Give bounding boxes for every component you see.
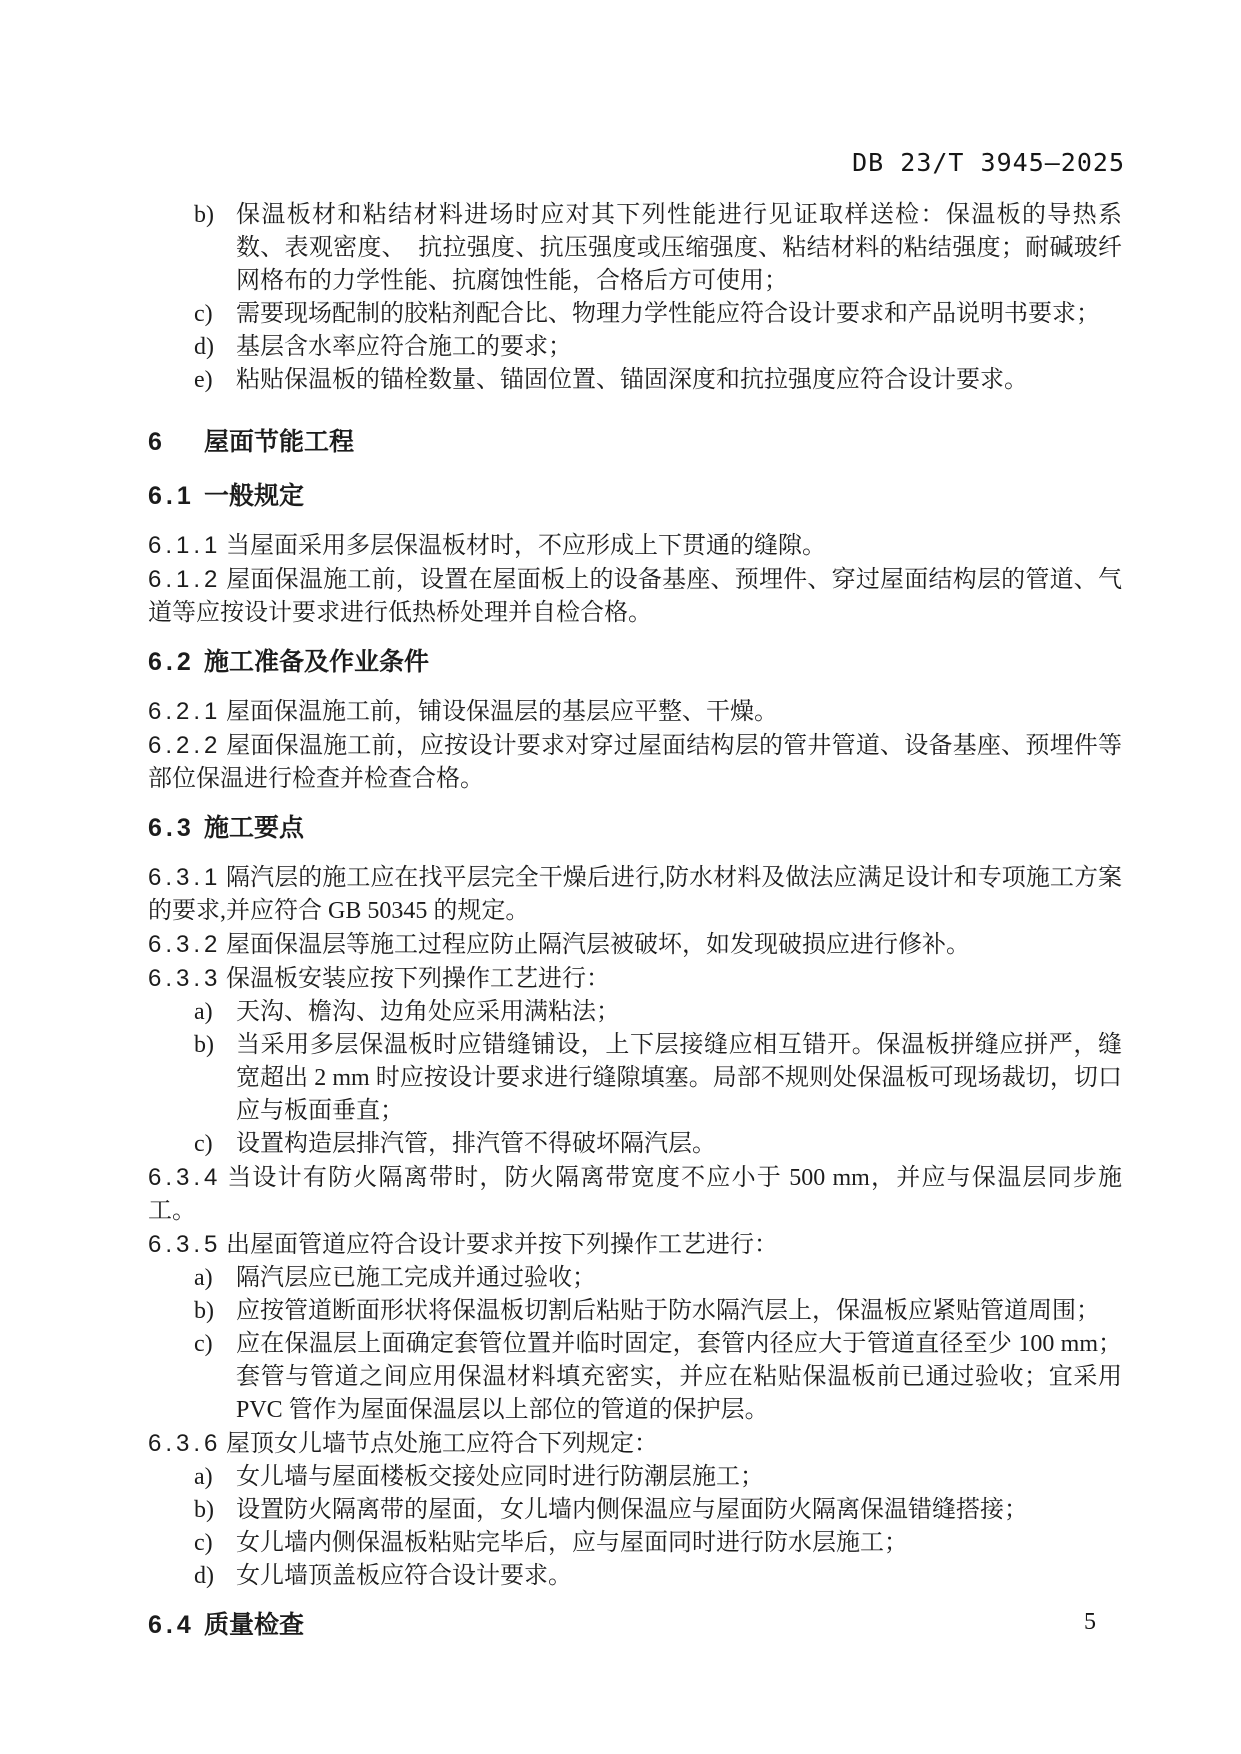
clause: [148, 861, 1122, 928]
clause-number: 6.3.5: [148, 1231, 222, 1258]
section-number: 6.2: [148, 648, 195, 676]
list-item-text: 天沟、檐沟、边角处应采用满粘法；: [236, 999, 620, 1025]
clause-number: 6.1.1: [148, 532, 222, 559]
list-item-text: 保温板材和粘结材料进场时应对其下列性能进行见证取样送检：保温板的导热系数、表观密度、 抗拉强度、抗压强度或压缩强度、粘结材料的粘结强度；耐碱玻纤网格布的力学性能、抗腐蚀性能，合格后方可使用；: [236, 202, 1122, 294]
list-item-text: 应在保温层上面确定套管位置并临时固定，套管内径应大于管道直径至少 100 mm；套管与管道之间应用保温材料填充密实，并应在粘贴保温板前已通过验收；宜采用 PVC 管作为屋面保温层以上部位的管道的保护层。: [236, 1331, 1122, 1423]
section-heading: [148, 1609, 1122, 1642]
page-number: 5: [1084, 1609, 1096, 1635]
section-title: 施工要点: [204, 814, 305, 842]
clause-number: 6.1.2: [148, 566, 222, 593]
list-item: [148, 1328, 1122, 1427]
list-item: [148, 1262, 1122, 1295]
list-item-label: c): [194, 1131, 213, 1157]
list-item-label: b): [194, 202, 214, 228]
list-item: [148, 1494, 1122, 1527]
section-6-4: [148, 1609, 1122, 1642]
clause-text: 当设计有防火隔离带时，防火隔离带宽度不应小于 500 mm，并应与保温层同步施工。: [148, 1165, 1122, 1224]
list-item-text: 女儿墙顶盖板应符合设计要求。: [236, 1563, 572, 1589]
list-item-label: c): [194, 1530, 213, 1556]
section-6-3: [148, 812, 1122, 1593]
clause: [148, 695, 1122, 729]
clause-text: 隔汽层的施工应在找平层完全干燥后进行,防水材料及做法应满足设计和专项施工方案的要求,并应符合 GB 50345 的规定。: [148, 865, 1122, 924]
list-item: [148, 364, 1122, 397]
list-item-text: 粘贴保温板的锚栓数量、锚固位置、锚固深度和抗拉强度应符合设计要求。: [236, 367, 1028, 393]
clause: [148, 1228, 1122, 1262]
section-heading: [148, 480, 1122, 513]
list-item: [148, 996, 1122, 1029]
list-item-label: b): [194, 1032, 214, 1058]
clause-text: 保温板安装应按下列操作工艺进行：: [226, 966, 610, 992]
list-item: [148, 199, 1122, 298]
clause: [148, 729, 1122, 796]
section-number: 6.3: [148, 814, 195, 842]
chapter-number: 6: [148, 428, 166, 456]
list-item-text: 当采用多层保温板时应错缝铺设，上下层接缝应相互错开。保温板拼缝应拼严，缝宽超出 2 mm 时应按设计要求进行缝隙填塞。局部不规则处保温板可现场裁切，切口应与板面垂直；: [236, 1032, 1122, 1124]
clause-number: 6.2.1: [148, 698, 222, 725]
list-item-text: 隔汽层应已施工完成并通过验收；: [236, 1265, 596, 1291]
list-item-label: a): [194, 1464, 213, 1490]
list-item: [148, 1128, 1122, 1161]
list-item-label: c): [194, 1331, 213, 1357]
clause: [148, 1161, 1122, 1228]
clause-number: 6.3.1: [148, 864, 222, 891]
list-item-text: 女儿墙与屋面楼板交接处应同时进行防潮层施工；: [236, 1464, 764, 1490]
clause-text: 屋面保温施工前，铺设保温层的基层应平整、干燥。: [226, 699, 778, 725]
section-6-2: [148, 646, 1122, 796]
clause-text: 出屋面管道应符合设计要求并按下列操作工艺进行：: [226, 1232, 778, 1258]
section-heading: [148, 646, 1122, 679]
clause: [148, 928, 1122, 962]
chapter-heading: [148, 426, 1122, 459]
list-item: [148, 1461, 1122, 1494]
section-heading: [148, 812, 1122, 845]
list-item-label: c): [194, 301, 213, 327]
clause: [148, 962, 1122, 996]
list-item-label: b): [194, 1298, 214, 1324]
clause-text: 当屋面采用多层保温板材时，不应形成上下贯通的缝隙。: [226, 533, 826, 559]
section-title: 质量检查: [204, 1611, 305, 1639]
list-item: [148, 331, 1122, 364]
list-item-label: e): [194, 367, 213, 393]
list-item-label: d): [194, 1563, 214, 1589]
clause: [148, 1427, 1122, 1461]
clause: [148, 529, 1122, 563]
list-item-label: a): [194, 1265, 213, 1291]
section-6-1: [148, 480, 1122, 630]
list-item-text: 设置构造层排汽管，排汽管不得破坏隔汽层。: [236, 1131, 716, 1157]
section-title: 一般规定: [204, 482, 305, 510]
list-item-text: 应按管道断面形状将保温板切割后粘贴于防水隔汽层上，保温板应紧贴管道周围；: [236, 1298, 1100, 1324]
list-item: [148, 298, 1122, 331]
chapter-title: 屋面节能工程: [204, 428, 355, 456]
list-item-text: 基层含水率应符合施工的要求；: [236, 334, 572, 360]
clause-text: 屋面保温层等施工过程应防止隔汽层被破坏，如发现破损应进行修补。: [226, 932, 970, 958]
clause-number: 6.3.4: [148, 1164, 222, 1191]
list-item-text: 女儿墙内侧保温板粘贴完毕后，应与屋面同时进行防水层施工；: [236, 1530, 908, 1556]
clause-text: 屋顶女儿墙节点处施工应符合下列规定：: [226, 1431, 658, 1457]
list-item: [148, 1295, 1122, 1328]
clause-number: 6.3.2: [148, 931, 222, 958]
section-title: 施工准备及作业条件: [204, 648, 430, 676]
section-number: 6.1: [148, 482, 195, 510]
list-item-label: b): [194, 1497, 214, 1523]
list-item: [148, 1560, 1122, 1593]
standard-number-header: DB 23/T 3945—2025: [852, 148, 1125, 177]
clause-text: 屋面保温施工前，设置在屋面板上的设备基座、预埋件、穿过屋面结构层的管道、气道等应按设计要求进行低热桥处理并自检合格。: [148, 567, 1122, 626]
list-item: [148, 1527, 1122, 1560]
clause-number: 6.3.6: [148, 1430, 222, 1457]
clause: [148, 563, 1122, 630]
clause-text: 屋面保温施工前，应按设计要求对穿过屋面结构层的管井管道、设备基座、预埋件等部位保温进行检查并检查合格。: [148, 733, 1122, 792]
clause-number: 6.3.3: [148, 965, 222, 992]
list-item-label: d): [194, 334, 214, 360]
list-item-text: 设置防火隔离带的屋面，女儿墙内侧保温应与屋面防火隔离保温错缝搭接；: [236, 1497, 1028, 1523]
clause-number: 6.2.2: [148, 732, 222, 759]
section-number: 6.4: [148, 1611, 195, 1639]
list-item-text: 需要现场配制的胶粘剂配合比、物理力学性能应符合设计要求和产品说明书要求；: [236, 301, 1100, 327]
list-item-label: a): [194, 999, 213, 1025]
list-item: [148, 1029, 1122, 1128]
document-body: [148, 199, 1122, 1658]
